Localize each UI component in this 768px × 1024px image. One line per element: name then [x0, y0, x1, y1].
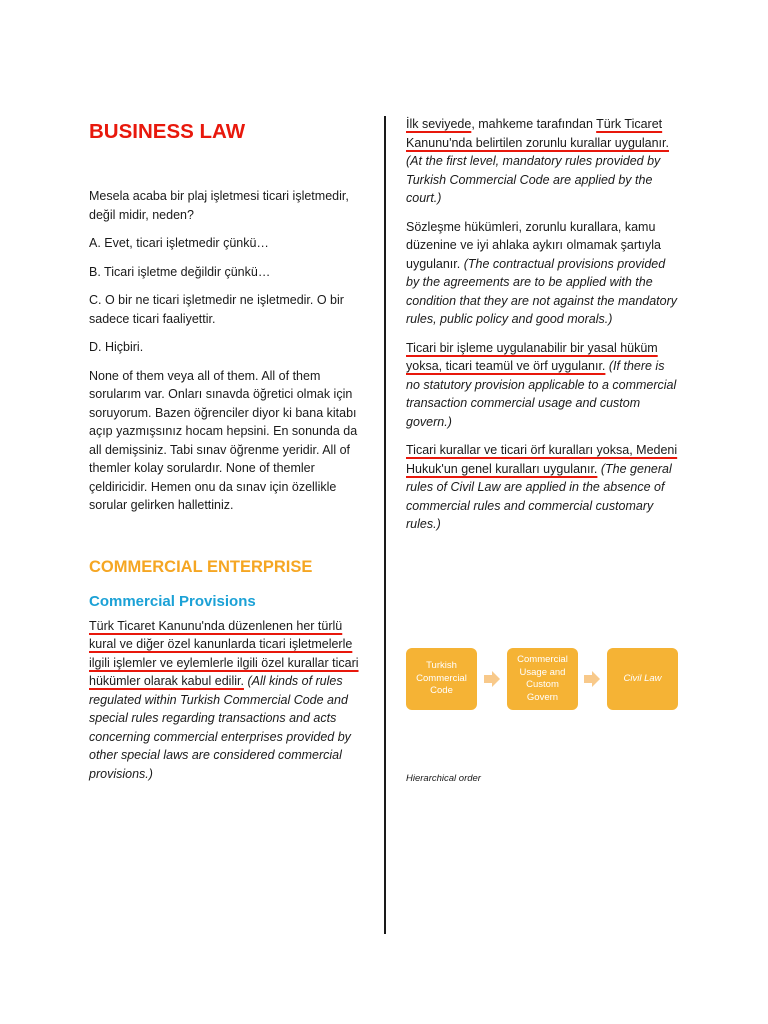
question-text: Mesela acaba bir plaj işletmesi ticari işletmedir, değil midir, neden?	[89, 189, 349, 222]
option-b: B. Ticari işletme değildir çünkü…	[89, 264, 271, 279]
usage-paragraph	[406, 339, 678, 432]
usage-turkish-text: Ticari bir işleme uygulanabilir bir yasal hüküm yoksa, ticari teamül ve örf uygulanır.	[406, 340, 658, 373]
contract-paragraph	[406, 218, 678, 329]
civil-law-english-text: (The general rules of Civil Law are applied in the absence of commercial rules and commercial customary rules.)	[406, 461, 672, 531]
level-one-english: (At the first level, mandatory rules provided by Turkish Commercial Code are applied by the court.)	[406, 154, 661, 205]
diagram-box-label: Civil Law	[623, 672, 662, 684]
diagram-box-label: Commercial Usage and Custom Govern	[517, 654, 568, 703]
diagram-box-turkish-commercial-code	[406, 648, 477, 710]
hierarchy-diagram	[406, 648, 678, 710]
court-text: , mahkeme tarafından	[471, 117, 597, 131]
level-one-paragraph	[406, 115, 678, 208]
usage-english-text: (If there is no statutory provision applicable to a commercial transaction commercial usage and custom govern.)	[406, 359, 677, 429]
diagram-box-civil-law	[607, 648, 678, 710]
page-title: BUSINESS LAW	[89, 120, 246, 143]
diagram-box-commercial-usage	[507, 648, 578, 710]
mandatory-rules-text: Türk Ticaret Kanunu'nda belirtilen zorunlu kurallar uygulanır.	[406, 117, 669, 150]
first-level-text: İlk seviyede	[406, 117, 472, 131]
column-divider	[384, 116, 386, 934]
right-column	[406, 115, 678, 544]
option-d: D. Hiçbiri.	[89, 340, 144, 354]
heading-commercial-provisions: Commercial Provisions	[89, 592, 256, 610]
exam-note: None of them veya all of them. All of them sorularım var. Onları sınavda öğretici olmak için soruyorum. Bazen öğrenciler diyor ki bana kitabı açıp yazmışsınız hocam hepsini. En sonunda da all demişsiniz. Tabi sınav öğrenme yeridir. All of themler kolay sorulardır. None of themler çeldiricidir. Hemen onu da sınav için özellikle sorular gelirken hallettiniz.	[89, 368, 358, 512]
heading-commercial-enterprise: COMMERCIAL ENTERPRISE	[89, 557, 313, 576]
civil-law-turkish-text: Ticari kurallar ve ticari örf kuralları yoksa, Medeni Hukuk'un genel kuralları uygulanır.	[406, 443, 678, 476]
option-c: C. O bir ne ticari işletmedir ne işletmedir. O bir sadece ticari faaliyettir.	[89, 293, 344, 326]
provisions-paragraph	[89, 617, 361, 784]
left-column	[89, 115, 361, 793]
diagram-box-label: Turkish Commercial Code	[416, 660, 467, 697]
provisions-turkish-text: Türk Ticaret Kanunu'nda düzenlenen her türlü kural ve diğer özel kanunlarda ticari işletmelerle ilgili işlemler ve eylemlerle ilgili özel kurallar ticari hükümler olarak kabul edilir.	[89, 618, 359, 688]
contract-turkish-text: Sözleşme hükümleri, zorunlu kurallara, kamu düzenine ve iyi ahlaka aykırı olmamak şartıyla uygulanır.	[406, 219, 661, 271]
provisions-english-text: (All kinds of rules regulated within Turkish Commercial Code and special rules regarding transactions and acts concerning commercial enterprises provided by other special laws are considered commercial provisions.)	[89, 674, 351, 781]
option-a: A. Evet, ticari işletmedir çünkü…	[89, 236, 269, 250]
contract-english-text: (The contractual provisions provided by the agreements are to be applied with the condition that they are not against the mandatory rules, public policy and good morals.)	[406, 256, 678, 326]
diagram-caption: Hierarchical order	[406, 773, 481, 784]
civil-law-paragraph	[406, 441, 678, 534]
